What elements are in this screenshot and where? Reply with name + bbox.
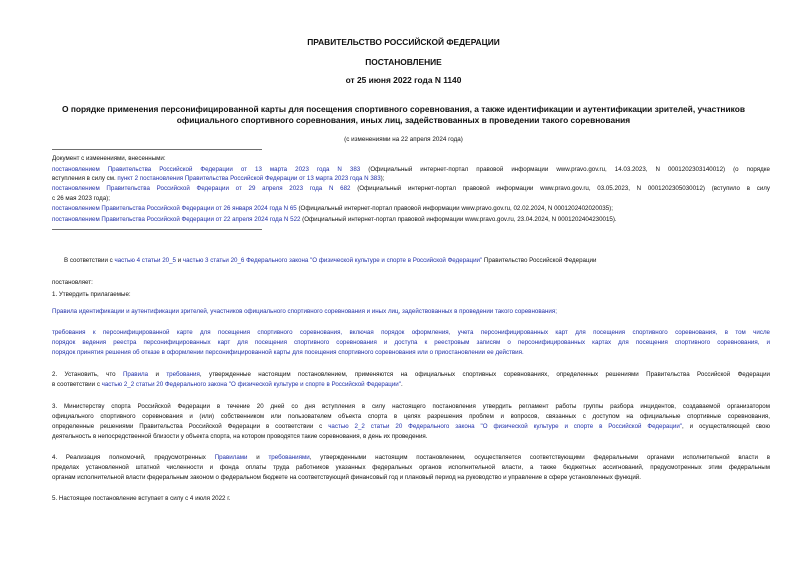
amendment-item-1 [52, 166, 770, 174]
clause-1-text: 1. Утвердить прилагаемые: [52, 291, 131, 298]
amendment-link-1[interactable]: постановлением Правительства Российской Федерации от 13 марта 2023 года N 383 [52, 166, 361, 173]
amendment-item-1-cont [52, 175, 384, 183]
clause-3-law-link[interactable]: частью 2_2 статьи 20 Федерального закона "О физической культуре и спорте в Российской Федерации" [328, 423, 682, 430]
clause-2-text-and: и [148, 371, 167, 378]
clause-4-rules-link[interactable]: Правилами [214, 454, 248, 461]
amendment-text-1: (Официальный интернет-портал правовой информации www.pravo.gov.ru, 14.03.2023, N 0001202303140012) (о порядке [360, 166, 770, 173]
amendment-text-2: (Официальный интернет-портал правовой информации www.pravo.gov.ru, 03.05.2023, N 0001202305030012) (вступило в силу [350, 185, 770, 192]
amendment-link-4[interactable]: постановлением Правительства Российской Федерации от 22 апреля 2024 года N 522 [52, 216, 301, 223]
clause-1-rules-item [52, 308, 557, 316]
requirements-line-2[interactable]: порядок ведения реестра персонифицированных карт для посещения спортивного соревнования и доступа к реестровым записям о персонифицированных картах для посещения спортивного соревнования, и [52, 339, 770, 346]
amendment-item-2-cont: с 26 мая 2023 года); [52, 195, 110, 202]
clause-2-rules-link[interactable]: Правила [122, 371, 149, 378]
amendment-item-3 [52, 205, 613, 213]
amendment-link-2[interactable]: постановлением Правительства Российской Федерации от 29 апреля 2023 года N 682 [52, 185, 351, 192]
clause-2-line-2-start: в соответствии с [52, 381, 102, 388]
preamble-text-start: В соответствии с [64, 257, 115, 264]
clause-3-line-3-start: определенные решениями Правительства Российской Федерации в соответствии с [52, 423, 329, 430]
preamble-text-end: Правительство Российской Федерации [482, 257, 597, 264]
requirements-line-3[interactable]: порядок принятия решения об отказе в оформлении персонифицированной карты для посещения спортивного соревнования или о приостановлении ее действия. [52, 349, 524, 356]
document-type: ПОСТАНОВЛЕНИЕ [365, 57, 442, 67]
clause-2-line-2-end: . [400, 381, 403, 388]
clause-3-line-4: деятельность в непосредственной близости у объекта спорта, на котором проводятся такие соревнования, в день их проведения. [52, 433, 428, 440]
preamble [64, 257, 596, 265]
clause-3-line-3 [52, 423, 770, 431]
clause-3-line-2: официального спортивного соревнования и (или) собственником или пользователем объекта спорта в целях разрешения проблем и вопросов, связанных с доступом на официальные спортивные соревнования, [52, 413, 770, 420]
amendments-bottom-divider [52, 229, 262, 230]
clause-5-text: 5. Настоящее постановление вступает в силу с 4 июля 2022 г. [52, 495, 231, 502]
clause-4-requirements-link[interactable]: требованиями [268, 454, 310, 461]
issuing-authority: ПРАВИТЕЛЬСТВО РОССИЙСКОЙ ФЕДЕРАЦИИ [307, 37, 500, 47]
clause-4-line-3: органам исполнительной власти федеральным законом о федеральном бюджете на соответствующий финансовый год и плановый период на руководство и управление в сфере установленных функций. [52, 474, 641, 481]
document-title-line-1: О порядке применения персонифицированной карты для посещения спортивного соревнования, а также идентификации и аутентификации зрителей, участников [62, 104, 745, 114]
document-title-line-2: официального спортивного соревнования, иных лиц, задействованных в проведении такого соревнования [176, 115, 631, 125]
decides-label: постановляет: [52, 279, 93, 286]
requirements-line-1[interactable]: требования к персонифицированной карте для посещения спортивного соревнования, включая порядок оформления, учета персонифицированных карт для посещения спортивного соревнования, в том числе [52, 329, 770, 336]
clause-2-line-1 [52, 371, 770, 379]
clause-4-text-and: и [247, 454, 269, 461]
revision-note: (с изменениями на 22 апреля 2024 года) [344, 136, 463, 143]
clause-2-text-end: , утвержденные настоящим постановлением, применяются на официальных спортивных соревнованиях, определенных решениями Правительства Российской Федерации [199, 371, 770, 378]
clause-2-line-2 [52, 381, 403, 389]
preamble-text-and: и [175, 257, 183, 264]
amendments-top-divider [52, 149, 262, 150]
document-date-number: от 25 июня 2022 года N 1140 [345, 75, 462, 85]
amendment-link-3[interactable]: постановлением Правительства Российской Федерации от 26 января 2024 года N 65 [52, 205, 297, 212]
clause-2-law-link[interactable]: частью 2_2 статьи 20 Федерального закона "О физической культуре и спорте в Российской Федерации" [101, 381, 401, 388]
amendment-1-cont-end: ); [380, 175, 385, 182]
amendments-intro: Документ с изменениями, внесенными: [52, 155, 166, 162]
preamble-link-art-20-6[interactable]: частью 3 статьи 20_6 Федерального закона "О физической культуре и спорте в Российской Федерации" [182, 257, 483, 264]
clause-4-text-end: , утвержденными настоящим постановлением, осуществляется соответствующими федеральными органами исполнительной власти в [309, 454, 771, 461]
amendment-text-3: (Официальный интернет-портал правовой информации www.pravo.gov.ru, 02.02.2024, N 0001202402020035); [296, 205, 613, 212]
clause-2-requirements-link[interactable]: требования [166, 371, 200, 378]
amendment-item-2 [52, 185, 770, 193]
amendment-1-cont-text: вступления в силу см. [52, 175, 118, 182]
amendment-1-effective-link[interactable]: пункт 2 постановления Правительства Российской Федерации от 13 марта 2023 года N 383 [117, 175, 381, 182]
amendment-text-4: (Официальный интернет-портал правовой информации www.pravo.gov.ru, 23.04.2024, N 0001202404230015). [300, 216, 617, 223]
clause-3-line-3-end: , и осуществляющей свою [681, 423, 770, 430]
clause-4-text-start: 4. Реализация полномочий, предусмотренных [52, 454, 215, 461]
rules-link[interactable]: Правила идентификации и аутентификации зрителей, участников официального спортивного соревнования и иных лиц, задействованных в проведении такого соревнования; [52, 308, 557, 315]
clause-4-line-2: пределах установленной штатной численности и фонда оплаты труда работников указанных федеральных органов исполнительной власти, а также бюджетных ассигнований, предусмотренных этим федеральным [52, 464, 770, 471]
amendment-item-4 [52, 216, 617, 224]
clause-4-line-1 [52, 454, 770, 462]
clause-3-line-1: 3. Министерству спорта Российской Федерации в течение 20 дней со дня вступления в силу настоящего постановления утвердить регламент работы группы разбора инцидентов, создаваемой организатором [52, 403, 770, 410]
clause-2-text-start: 2. Установить, что [52, 371, 123, 378]
preamble-link-art-20-5[interactable]: частью 4 статьи 20_5 [114, 257, 176, 264]
